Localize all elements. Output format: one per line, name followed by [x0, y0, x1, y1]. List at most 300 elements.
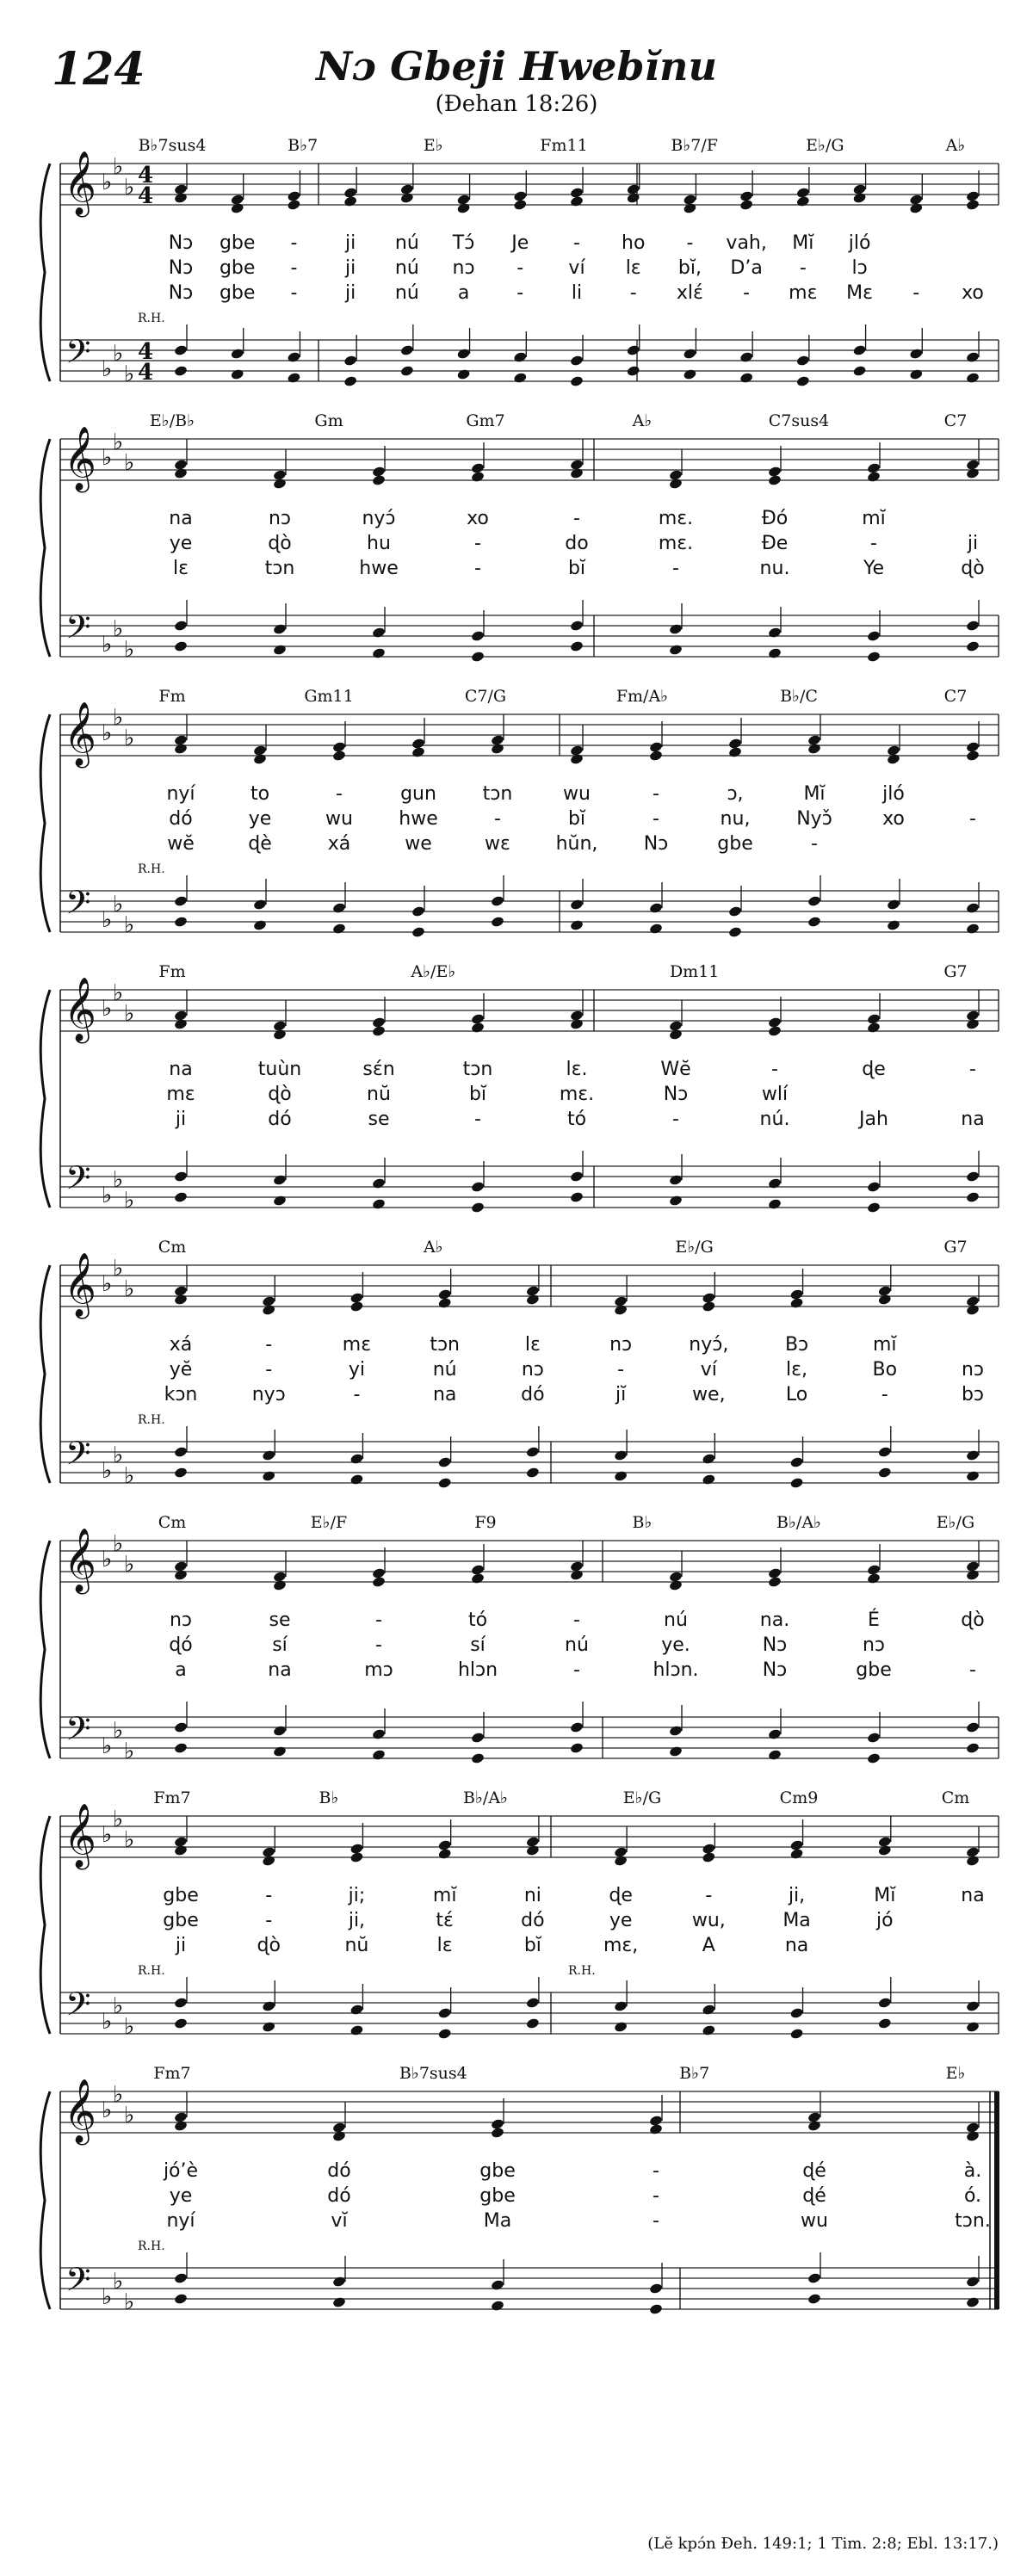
lyric-syllable: hu — [367, 533, 391, 554]
lyric-syllable: gbe — [163, 1910, 199, 1931]
lyric-syllable: - — [799, 257, 807, 279]
note-head — [570, 467, 585, 479]
note-head — [966, 620, 980, 632]
note-head — [867, 1572, 881, 1585]
note-head — [768, 1728, 782, 1740]
note-head — [437, 1297, 452, 1309]
chord-symbol: B♭ — [632, 1513, 653, 1532]
note-head — [372, 1728, 387, 1740]
lyric-syllable: bĭ — [567, 558, 586, 579]
note-head — [253, 919, 268, 931]
note-head — [570, 195, 585, 207]
footnote: (Lĕ kpɔ́n Ɖeh. 149:1; 1 Tim. 2:8; Ebl. 13:17.) — [647, 2535, 999, 2553]
note-head — [273, 1579, 288, 1591]
music-system — [0, 405, 1033, 689]
lyric-syllable: ɖò — [961, 558, 985, 579]
note-head — [789, 1456, 804, 1468]
note-head — [262, 1304, 276, 1316]
right-hand-mark: R.H. — [568, 1964, 596, 1978]
chord-symbol: Gm — [314, 411, 343, 430]
lyric-syllable: mĭ — [872, 1334, 897, 1356]
time-signature: 4 — [138, 183, 154, 209]
lyric-syllable: ɔ, — [727, 783, 744, 805]
note-head — [649, 2123, 664, 2135]
note-head — [867, 1202, 881, 1214]
lyric-syllable: ɖé — [802, 2185, 826, 2207]
note-head — [526, 1446, 541, 1458]
staff-lines — [0, 2057, 1033, 2341]
flat-icon: ♭ — [102, 1733, 113, 1759]
hymn-number: 124 — [52, 43, 145, 96]
lyric-syllable: nɔ — [961, 1359, 985, 1381]
note-head — [796, 355, 811, 367]
note-head — [966, 923, 980, 935]
chord-symbol: Cm — [158, 1513, 187, 1532]
right-hand-mark: R.H. — [138, 1413, 165, 1427]
note-head — [456, 348, 471, 360]
lyric-syllable: mĭ — [432, 1885, 457, 1906]
lyric-syllable: nɔ — [452, 257, 475, 279]
note-head — [669, 1174, 684, 1186]
lyric-syllable: dó — [169, 808, 193, 830]
flat-icon: ♭ — [113, 1167, 124, 1193]
note-head — [768, 1025, 782, 1037]
note-head — [513, 351, 528, 363]
bass-clef-icon: 𝄢 — [65, 1434, 91, 1480]
lyric-syllable: ɖe — [609, 1885, 633, 1906]
note-head — [343, 355, 358, 367]
note-head — [867, 1022, 881, 1034]
note-head — [614, 2000, 628, 2012]
flat-icon: ♭ — [102, 1271, 113, 1297]
note-head — [570, 1721, 585, 1733]
flat-icon: ♭ — [124, 2103, 135, 2128]
chord-symbol: A♭/E♭ — [411, 962, 456, 981]
lyric-syllable: Mĭ — [792, 232, 814, 254]
note-head — [372, 1177, 387, 1189]
note-head — [471, 1752, 486, 1764]
bass-clef-icon: 𝄢 — [65, 2260, 91, 2307]
lyric-syllable: lɛ — [436, 1935, 453, 1956]
note-head — [649, 2283, 664, 2295]
chord-symbol: E♭/F — [310, 1513, 348, 1532]
flat-icon: ♭ — [124, 450, 135, 476]
note-head — [966, 1171, 980, 1183]
note-head — [877, 1844, 892, 1856]
scripture-reference: (Ɖehan 18:26) — [435, 91, 598, 117]
note-head — [570, 355, 585, 367]
lyric-syllable: ye — [169, 2185, 193, 2207]
lyric-syllable: ye — [248, 808, 272, 830]
lyric-syllable: xlɛ́ — [676, 282, 703, 304]
lyric-syllable: - — [629, 282, 637, 304]
lyric-syllable: mɛ. — [658, 508, 694, 529]
lyric-syllable: ji — [175, 1935, 187, 1956]
lyric-syllable: ji — [967, 533, 979, 554]
note-head — [614, 2021, 628, 2033]
lyric-syllable: na — [961, 1109, 985, 1130]
note-head — [273, 478, 288, 490]
note-head — [909, 348, 924, 360]
note-head — [273, 623, 288, 635]
note-head — [526, 1997, 541, 2009]
note-head — [570, 899, 585, 911]
note-head — [626, 192, 640, 204]
treble-staff — [60, 439, 999, 480]
note-head — [174, 1721, 189, 1733]
chord-symbol: Fm7 — [153, 2064, 191, 2083]
flat-icon: ♭ — [102, 445, 113, 471]
note-head — [702, 1851, 716, 1863]
lyric-syllable: - — [686, 232, 694, 254]
flat-icon: ♭ — [113, 1718, 124, 1744]
lyric-syllable: gbe — [219, 282, 256, 304]
flat-icon: ♭ — [124, 1739, 135, 1764]
flat-icon: ♭ — [102, 1183, 113, 1208]
lyric-syllable: wĕ — [167, 833, 195, 855]
lyric-syllable: - — [290, 282, 298, 304]
note-head — [273, 1174, 288, 1186]
lyric-syllable: - — [375, 1634, 382, 1656]
note-head — [349, 1851, 364, 1863]
note-head — [230, 368, 244, 380]
lyric-syllable: gbe — [479, 2160, 516, 2182]
note-head — [669, 1195, 684, 1207]
lyric-syllable: Bɔ — [784, 1334, 809, 1356]
note-head — [877, 1997, 892, 2009]
note-head — [789, 1297, 804, 1309]
note-head — [456, 368, 471, 380]
lyric-syllable: Ma — [483, 2210, 512, 2232]
lyric-syllable: nú — [664, 1609, 688, 1631]
note-head — [768, 1576, 782, 1588]
note-head — [966, 199, 980, 211]
flat-icon: ♭ — [113, 1531, 124, 1557]
note-head — [683, 368, 697, 380]
note-head — [966, 372, 980, 384]
lyric-syllable: - — [573, 1609, 580, 1631]
note-head — [437, 2007, 452, 2019]
lyric-syllable: ví — [700, 1359, 717, 1381]
chord-symbol: E♭ — [945, 2064, 966, 2083]
lyric-syllable: li — [571, 282, 583, 304]
note-head — [966, 2021, 980, 2033]
note-head — [174, 1569, 189, 1581]
lyric-syllable: - — [265, 1359, 273, 1381]
note-head — [702, 1453, 716, 1465]
treble-staff — [60, 1541, 999, 1582]
lyric-syllable: à. — [963, 2160, 982, 2182]
music-system — [0, 1782, 1033, 2066]
note-head — [669, 1745, 684, 1757]
lyric-syllable: nú — [394, 257, 419, 279]
lyric-syllable: kɔn — [164, 1384, 198, 1405]
note-head — [649, 750, 664, 762]
lyric-syllable: hwe — [359, 558, 399, 579]
note-head — [796, 195, 811, 207]
lyric-syllable: na — [784, 1935, 809, 1956]
lyric-syllable: nɔ — [268, 508, 292, 529]
note-head — [343, 195, 358, 207]
hymn-title: Nɔ Gbeji Hwebĭnu — [316, 43, 717, 90]
note-head — [174, 344, 189, 356]
note-head — [174, 1446, 189, 1458]
note-head — [739, 351, 754, 363]
note-head — [570, 1171, 585, 1183]
lyric-syllable: - — [672, 1109, 679, 1130]
lyric-syllable: gbe — [479, 2185, 516, 2207]
note-head — [728, 905, 743, 917]
note-head — [174, 1171, 189, 1183]
note-head — [230, 348, 244, 360]
right-hand-mark: R.H. — [138, 312, 165, 325]
lyric-syllable: nú — [394, 282, 419, 304]
lyric-syllable: - — [705, 1885, 713, 1906]
note-head — [614, 1304, 628, 1316]
note-head — [852, 344, 867, 356]
lyric-syllable: - — [265, 1885, 273, 1906]
note-head — [332, 750, 347, 762]
lyric-syllable: nŭ — [367, 1084, 391, 1105]
lyric-syllable: mɛ, — [603, 1935, 639, 1956]
lyric-syllable: wu — [325, 808, 353, 830]
lyric-syllable: - — [265, 1334, 273, 1356]
lyric-syllable: ɖò — [257, 1935, 281, 1956]
lyric-syllable: tó — [467, 1609, 488, 1631]
lyric-syllable: tɔn — [482, 783, 513, 805]
lyric-syllable: a — [175, 1659, 187, 1681]
music-system — [0, 680, 1033, 964]
lyric-syllable: vĭ — [331, 2210, 348, 2232]
lyric-syllable: ó. — [963, 2185, 982, 2207]
lyric-syllable: xo — [962, 282, 984, 304]
note-head — [174, 1018, 189, 1030]
note-head — [174, 2017, 189, 2029]
note-head — [966, 1569, 980, 1581]
lyric-syllable: we, — [692, 1384, 726, 1405]
note-head — [349, 2024, 364, 2036]
note-head — [614, 1449, 628, 1461]
flat-icon: ♭ — [102, 907, 113, 933]
chord-symbol: B♭7 — [679, 2064, 710, 2083]
lyric-syllable: ɖó — [169, 1634, 193, 1656]
lyric-syllable: xo — [467, 508, 489, 529]
flat-icon: ♭ — [124, 1552, 135, 1578]
flat-icon: ♭ — [113, 980, 124, 1006]
lyric-syllable: - — [672, 558, 679, 579]
music-system — [0, 129, 1033, 413]
lyric-syllable: - — [290, 257, 298, 279]
lyric-syllable: ɖò — [268, 1084, 292, 1105]
flat-icon: ♭ — [113, 341, 124, 367]
lyric-syllable: Nɔ — [762, 1634, 788, 1656]
flat-icon: ♭ — [124, 1001, 135, 1027]
note-head — [768, 647, 782, 659]
lyric-syllable: Tɔ́ — [452, 232, 475, 254]
staff-lines — [0, 405, 1033, 689]
lyric-syllable: nɔ — [169, 1609, 193, 1631]
lyric-syllable: we — [405, 833, 432, 855]
note-head — [332, 2296, 347, 2308]
lyric-syllable: wu, — [691, 1910, 726, 1931]
lyric-syllable: - — [653, 808, 659, 830]
lyric-syllable: tó — [566, 1109, 587, 1130]
note-head — [437, 1456, 452, 1468]
music-system — [0, 1506, 1033, 1790]
note-head — [174, 1294, 189, 1306]
chord-symbol: B♭7/F — [671, 136, 718, 155]
chord-symbol: B♭ — [319, 1788, 339, 1807]
chord-symbol: C7sus4 — [768, 411, 830, 430]
treble-clef-icon: 𝄞 — [64, 978, 96, 1041]
staff-lines — [0, 955, 1033, 1239]
chord-symbol: B♭7 — [288, 136, 319, 155]
note-head — [570, 1742, 585, 1754]
bass-clef-icon: 𝄢 — [65, 332, 91, 379]
note-head — [669, 623, 684, 635]
lyric-syllable: - — [353, 1384, 361, 1405]
flat-icon: ♭ — [113, 1807, 124, 1832]
note-head — [789, 2007, 804, 2019]
note-head — [570, 375, 585, 387]
note-head — [372, 1025, 387, 1037]
lyric-syllable: hwe — [399, 808, 438, 830]
lyric-syllable: lɛ — [625, 257, 641, 279]
bass-staff — [60, 1717, 999, 1758]
chord-symbol: Fm — [158, 962, 186, 981]
chord-symbol: E♭ — [423, 136, 443, 155]
lyric-syllable: - — [474, 533, 481, 554]
lyric-syllable: Nɔ — [168, 232, 194, 254]
lyric-syllable: se — [269, 1609, 291, 1631]
flat-icon: ♭ — [124, 912, 135, 938]
right-hand-mark: R.H. — [138, 2239, 165, 2253]
note-head — [649, 923, 664, 935]
lyric-syllable: - — [969, 1059, 976, 1080]
note-head — [262, 1470, 276, 1482]
treble-clef-icon: 𝄞 — [64, 1529, 96, 1592]
note-head — [400, 365, 415, 377]
note-head — [966, 351, 980, 363]
lyric-syllable: gun — [400, 783, 436, 805]
lyric-syllable: nyɔ́, — [689, 1334, 729, 1356]
note-head — [174, 916, 189, 928]
brace — [40, 714, 50, 932]
chord-symbol: E♭/B♭ — [149, 411, 195, 430]
brace — [40, 439, 50, 657]
note-head — [273, 1725, 288, 1737]
lyric-syllable: ji — [345, 232, 356, 254]
lyric-syllable: É — [868, 1609, 880, 1631]
note-head — [966, 750, 980, 762]
lyric-syllable: se — [368, 1109, 390, 1130]
chord-symbol: B♭/A♭ — [776, 1513, 822, 1532]
bass-clef-icon: 𝄢 — [65, 608, 91, 654]
lyric-syllable: nú — [394, 232, 419, 254]
right-hand-mark: R.H. — [138, 862, 165, 876]
note-head — [768, 474, 782, 486]
lyric-syllable: xo — [882, 808, 905, 830]
lyric-syllable: nɔ — [521, 1359, 544, 1381]
note-head — [471, 651, 486, 663]
note-head — [513, 372, 528, 384]
note-head — [570, 1569, 585, 1581]
flat-icon: ♭ — [124, 2014, 135, 2040]
lyric-syllable: ji, — [788, 1885, 806, 1906]
chord-symbol: Gm11 — [304, 687, 354, 706]
staff-lines — [0, 680, 1033, 964]
note-head — [273, 1195, 288, 1207]
lyric-syllable: lɛ, — [786, 1359, 808, 1381]
note-head — [349, 1473, 364, 1486]
note-head — [807, 2293, 822, 2305]
note-head — [807, 743, 822, 755]
note-head — [877, 1467, 892, 1479]
lyric-syllable: ye — [169, 533, 193, 554]
lyric-syllable: tɛ́ — [436, 1910, 454, 1931]
chord-symbol: A♭ — [632, 411, 653, 430]
lyric-syllable: - — [653, 783, 659, 805]
lyric-syllable: bĭ, — [677, 257, 702, 279]
chord-symbol: A♭ — [945, 136, 966, 155]
note-head — [768, 1198, 782, 1210]
note-head — [614, 1470, 628, 1482]
note-head — [411, 746, 426, 758]
lyric-syllable: bĭ — [468, 1084, 487, 1105]
brace — [40, 2091, 50, 2309]
lyric-syllable: - — [771, 1059, 778, 1080]
lyric-syllable: yi — [348, 1359, 366, 1381]
lyric-syllable: tɔn — [264, 558, 295, 579]
lyric-syllable: Jah — [859, 1109, 888, 1130]
note-head — [491, 743, 505, 755]
lyric-syllable: na — [268, 1659, 292, 1681]
note-head — [230, 202, 244, 214]
lyric-syllable: jló — [848, 232, 871, 254]
chord-symbol: G7 — [943, 962, 968, 981]
chord-symbol: E♭/G — [936, 1513, 975, 1532]
lyric-syllable: wu — [801, 2210, 828, 2232]
lyric-syllable: hŭn, — [555, 833, 598, 855]
lyric-syllable: yĕ — [169, 1359, 193, 1381]
lyric-syllable: na. — [759, 1609, 790, 1631]
lyric-syllable: mɛ — [342, 1334, 372, 1356]
lyric-syllable: - — [494, 808, 501, 830]
note-head — [966, 2130, 980, 2142]
lyric-syllable: - — [573, 1659, 580, 1681]
note-head — [966, 1018, 980, 1030]
note-head — [909, 368, 924, 380]
note-head — [287, 351, 301, 363]
note-head — [471, 630, 486, 642]
lyric-syllable: - — [870, 533, 877, 554]
flat-icon: ♭ — [113, 1442, 124, 1468]
flat-icon: ♭ — [113, 1993, 124, 2019]
note-head — [966, 1721, 980, 1733]
note-head — [273, 644, 288, 656]
note-head — [852, 365, 867, 377]
note-head — [411, 905, 426, 917]
note-head — [867, 651, 881, 663]
chord-symbol: B♭7sus4 — [138, 136, 207, 155]
flat-icon: ♭ — [113, 892, 124, 917]
note-head — [174, 192, 189, 204]
note-head — [526, 1844, 541, 1856]
flat-icon: ♭ — [113, 705, 124, 731]
flat-icon: ♭ — [102, 2009, 113, 2035]
lyric-syllable: lɛ — [524, 1334, 541, 1356]
lyric-syllable: D’a — [730, 257, 763, 279]
